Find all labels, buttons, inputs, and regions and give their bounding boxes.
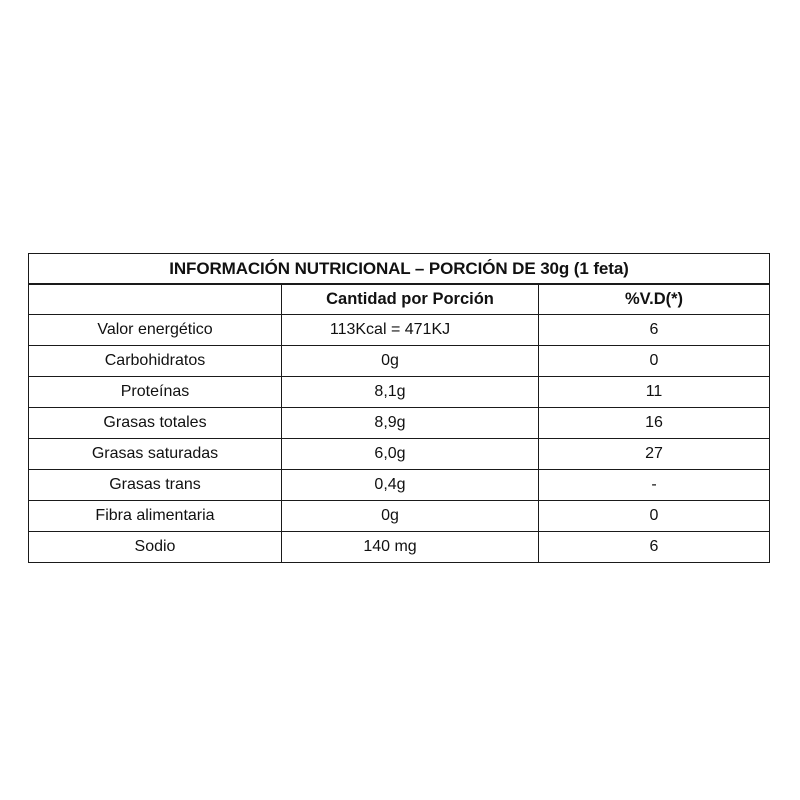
- table-row-total-fat: [29, 408, 770, 439]
- table-row-proteins: [29, 377, 770, 408]
- nutrient-amount: 8,1g: [282, 377, 539, 408]
- nutrient-daily-value: 0: [539, 501, 770, 532]
- nutrient-amount: 8,9g: [282, 408, 539, 439]
- table-row-energy: [29, 315, 770, 346]
- nutrient-amount: 113Kcal = 471KJ: [282, 315, 539, 346]
- nutrient-amount: 0g: [282, 501, 539, 532]
- nutrient-daily-value: 0: [539, 346, 770, 377]
- nutrient-name: Fibra alimentaria: [29, 501, 282, 532]
- nutrient-name: Grasas saturadas: [29, 439, 282, 470]
- nutrient-daily-value: 11: [539, 377, 770, 408]
- nutrient-amount: 140 mg: [282, 532, 539, 563]
- nutrient-name: Carbohidratos: [29, 346, 282, 377]
- header-row: [29, 284, 770, 315]
- table-row-sodium: [29, 532, 770, 563]
- table-row-dietary-fiber: [29, 501, 770, 532]
- title-row: [29, 254, 770, 285]
- nutrient-daily-value: -: [539, 470, 770, 501]
- nutrient-column-header: [29, 284, 282, 315]
- nutrient-daily-value: 6: [539, 532, 770, 563]
- nutrition-facts-table: [28, 253, 770, 563]
- nutrient-name: Valor energético: [29, 315, 282, 346]
- nutrient-amount: 0,4g: [282, 470, 539, 501]
- amount-column-header: Cantidad por Porción: [282, 284, 539, 315]
- nutrient-daily-value: 6: [539, 315, 770, 346]
- table-row-carbohydrates: [29, 346, 770, 377]
- nutrient-amount: 6,0g: [282, 439, 539, 470]
- nutrient-name: Grasas totales: [29, 408, 282, 439]
- nutrient-name: Proteínas: [29, 377, 282, 408]
- nutrient-daily-value: 27: [539, 439, 770, 470]
- table-row-trans-fat: [29, 470, 770, 501]
- daily-value-column-header: %V.D(*): [539, 284, 770, 315]
- nutrient-amount: 0g: [282, 346, 539, 377]
- nutrient-daily-value: 16: [539, 408, 770, 439]
- nutrient-name: Grasas trans: [29, 470, 282, 501]
- table-row-saturated-fat: [29, 439, 770, 470]
- nutrient-name: Sodio: [29, 532, 282, 563]
- table-title: INFORMACIÓN NUTRICIONAL – PORCIÓN DE 30g (1 feta): [29, 254, 770, 285]
